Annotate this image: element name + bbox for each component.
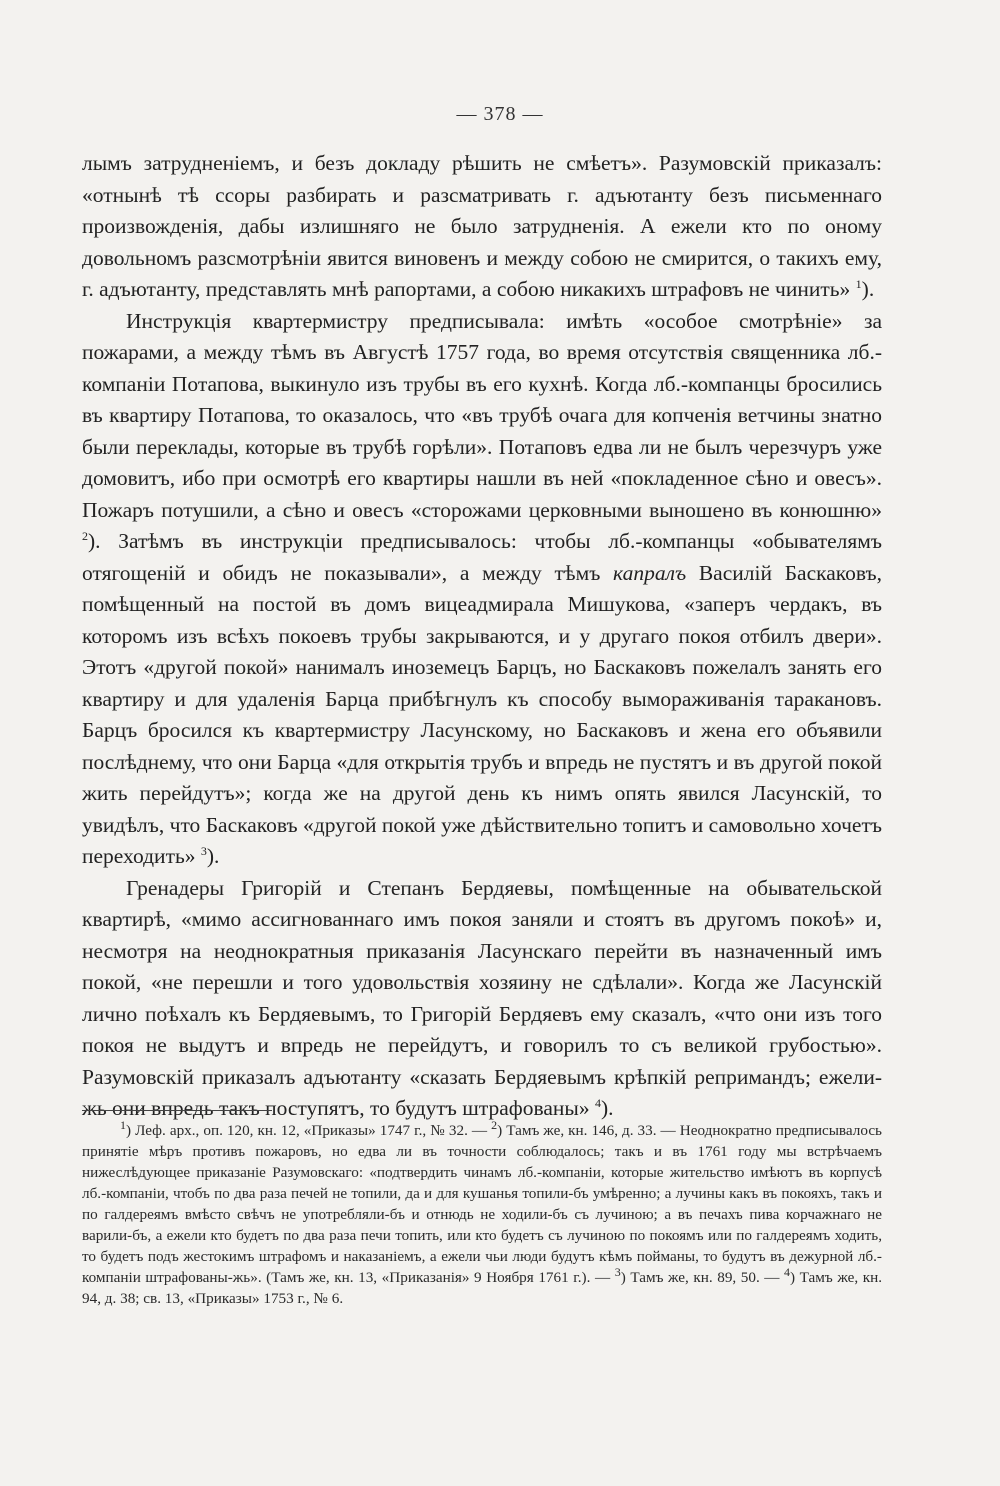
text-run: ). [600,1096,614,1120]
italic-text: капралъ [613,560,687,585]
footnote-run: ) Тамъ же, кн. 94, д. 38; св. 13, «Приказы» 1753 г., № 6. [82,1269,883,1307]
page-number: — 378 — [456,103,544,125]
footnote-run: ) Тамъ же, кн. 89, 50. — [620,1269,785,1286]
text-run: Инструкція квартермистру предписывала: имѣть «особое смотрѣніе» за пожарами, а между тѣмъ въ Августѣ 1757 года, во время отсутствія священника лб.-компаніи Потапова, выкинуло изъ трубы въ его кухнѣ. Когда лб.-компанцы бросились въ квартиру Потапова, то оказалось, что «въ трубѣ очага для копченія ветчины знатно были переклады, которые въ трубѣ горѣли». Потаповъ едва ли не былъ черезчуръ уже домовитъ, ибо при осмотрѣ его квартиры нашли въ ней «покладенное сѣно и овесъ». Пожаръ потушили, а сѣно и овесъ «сторожами церковными выношено въ конюшню» [82,308,882,522]
footnote-reference: 1 [855,276,862,291]
footnote-reference: 4 [594,1095,601,1110]
text-run: Гренадеры Григорій и Степанъ Бердяевы, помѣщенные на обывательской квартирѣ, «мимо ассигнованнаго имъ покоя заняли и стоятъ въ другомъ покоѣ» и, несмотря на неоднократныя приказанія Ласунскаго перейти въ назначенный имъ покой, «не перешли и того удовольствія хозяину не сдѣлали». Когда же Ласунскій лично поѣхалъ къ Бердяевымъ, то Григорій Бердяевъ ему сказалъ, «что они изъ того покоя не выдутъ и впредь не перейдутъ, и говорилъ то съ великой грубостью». Разумовскій приказалъ адъютанту «сказать Бердяевымъ крѣпкій репримандъ; ежели-жь они впредь такъ поступятъ, то будутъ штрафованы» [82,875,882,1120]
paragraph [82,306,882,873]
paragraph [82,148,882,306]
paragraph [82,873,882,1125]
footnote-reference: 3 [200,843,207,858]
footnotes [82,1117,883,1309]
text-run: лымъ затрудненіемъ, и безъ докладу рѣшить не смѣетъ». Разумовскій приказалъ: «отнынѣ тѣ ссоры разбирать и разсматривать г. адъютанту безъ письменнаго произвожденія, дабы излишняго не было затрудненія. А ежели кто по оному довольномъ разсмотрѣніи явится виновенъ и между собою не смирится, о такихъ ему, г. адъютанту, представлять мнѣ рапортами, а собою никакихъ штрафовъ не чинить» [82,151,882,301]
footnote-reference: 1 [120,1117,126,1132]
footnote-run: ) Леф. арх., оп. 120, кн. 12, «Приказы» 1747 г., № 32. — [126,1122,492,1139]
footnote-text [82,1117,883,1309]
footnote-divider [82,1110,272,1111]
footnote-reference: 2 [82,528,88,543]
text-run: ). Затѣмъ въ инструкціи предписывалось: чтобы лб.-компанцы «обывателямъ отягощеній и обидъ не показывали», а между тѣмъ [82,529,882,585]
footnote-reference: 2 [491,1117,498,1132]
footnote-reference: 4 [784,1264,791,1279]
text-run: Василій Баскаковъ, помѣщенный на постой въ домъ вицеадмирала Мишукова, «заперъ чердакъ, въ которомъ изъ всѣхъ покоевъ трубы закрываются, и у другаго покоя отбилъ двери». Этотъ «другой покой» нанималъ иноземецъ Барцъ, но Баскаковъ пожелалъ занять его квартиру и для удаленія Барца прибѣгнулъ къ способу вымораживанія таракановъ. Барцъ бросился къ квартермистру Ласунскому, но Баскаковъ и жена его объявили послѣднему, что они Барца «для открытія трубъ и впредь не пустятъ и въ другой покой жить перейдутъ»; когда же на другой день къ нимъ опять явился Ласунскій, то увидѣлъ, что Баскаковъ «другой покой уже дѣйствительно топитъ и самовольно хочетъ переходить» [82,560,883,868]
footnote-reference: 3 [614,1264,621,1279]
text-run: ). [206,844,220,868]
footnote-run: ) Тамъ же, кн. 146, д. 33. — Неоднократно предписывалось принятіе мѣръ противъ пожаровъ, но едва ли въ точности соблюдалось; такъ и въ 1761 году мы встрѣчаемъ нижеслѣдующее приказаніе Разумовскаго: «подтвердить чинамъ лб.-компаніи, которые жительство имѣютъ въ корпусѣ лб.-компаніи, чтобъ по два раза печей не топили, да и для кушанья топили-бъ умѣренно; а лучины какъ въ покояхъ, такъ и по галдереямъ вмѣсто свѣчъ не употребляли-бъ и отнюдь не ходили-бъ съ лучиною; а въ печахъ пива корчажнаго не варили-бъ, а ежели кто будетъ по два раза печи топить, или кто будетъ съ лучиною по покоямъ или по галдереямъ ходить, то будетъ подъ жестокимъ штрафомъ и наказаніемъ, а ежели чьи люди будутъ кѣмъ пойманы, то будутъ въ дежурной лб.-компаніи штрафованы-жь». (Тамъ же, кн. 13, «Приказанія» 9 Ноября 1761 г.). — [82,1122,882,1286]
main-text [82,148,882,1125]
text-run: ). [861,277,875,301]
